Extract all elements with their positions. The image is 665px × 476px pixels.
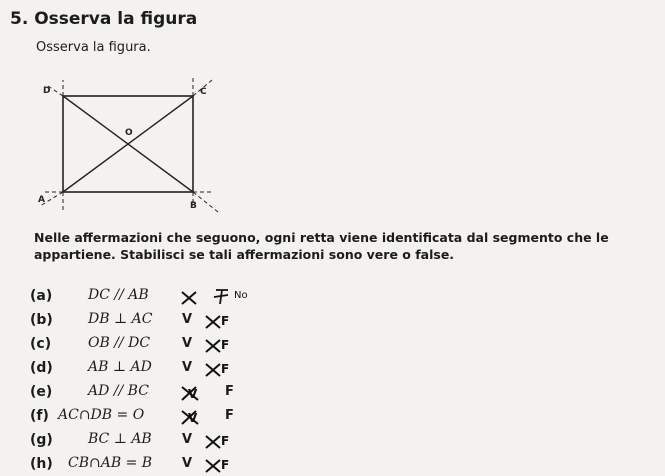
statement-letter: (g) <box>30 432 53 448</box>
center-label-o: O <box>125 128 133 138</box>
statement-letter: (d) <box>30 360 53 376</box>
handwritten-answer-mark <box>202 358 242 380</box>
exercise-title: 5. Osserva la figura <box>10 9 198 29</box>
statement-b <box>30 310 260 332</box>
exercise-subtitle: Osserva la figura. <box>36 40 151 55</box>
true-option: V <box>182 312 193 327</box>
true-option: V <box>182 432 193 447</box>
statement-expression: AB ⊥ AD <box>88 359 152 375</box>
vertex-label-c: C <box>200 87 207 97</box>
statement-letter: (b) <box>30 312 53 328</box>
statement-f <box>30 406 260 428</box>
handwritten-answer-mark <box>176 406 216 428</box>
statement-h <box>30 454 260 476</box>
statement-letter: (h) <box>30 456 53 472</box>
statement-expression: AD // BC <box>88 383 149 399</box>
svg-text:F: F <box>221 362 230 376</box>
handwritten-answer-mark <box>202 430 242 452</box>
vertex-label-b: B <box>190 201 197 211</box>
handwritten-answer-mark <box>202 454 242 476</box>
statement-letter: (f) <box>30 408 49 424</box>
statement-expression: OB // DC <box>88 335 151 351</box>
statement-letter: (e) <box>30 384 53 400</box>
svg-text:F: F <box>221 338 230 352</box>
handwritten-note: No <box>234 290 248 301</box>
handwritten-answer-mark <box>176 286 266 308</box>
statement-c <box>30 334 260 356</box>
statement-expression: CB∩AB = B <box>68 455 153 471</box>
statement-letter: (c) <box>30 336 52 352</box>
statement-g <box>30 430 260 452</box>
svg-text:V: V <box>188 411 198 425</box>
true-option: V <box>182 360 193 375</box>
false-option: F <box>225 408 234 423</box>
geometry-figure <box>30 74 230 224</box>
handwritten-answer-mark <box>202 334 242 356</box>
statement-d <box>30 358 260 380</box>
statement-e <box>30 382 260 404</box>
handwritten-answer-mark <box>202 310 242 332</box>
statement-expression: DB ⊥ AC <box>88 311 153 327</box>
handwritten-answer-mark <box>176 382 216 404</box>
svg-text:V: V <box>188 387 198 401</box>
statement-a <box>30 286 260 308</box>
svg-text:F: F <box>221 314 230 328</box>
true-option: V <box>182 456 193 471</box>
svg-text:F: F <box>221 458 230 472</box>
statement-expression: AC∩DB = O <box>58 407 145 423</box>
vertex-label-d: D <box>43 86 51 96</box>
svg-text:F: F <box>221 434 230 448</box>
vertex-label-a: A <box>38 195 45 205</box>
statement-letter: (a) <box>30 288 53 304</box>
false-option: F <box>225 384 234 399</box>
statement-expression: BC ⊥ AB <box>88 431 152 447</box>
instructions-text: Nelle affermazioni che seguono, ogni retta viene identificata dal segmento che le appartiene. Stabilisci se tali affermazioni sono vere o false. <box>34 230 609 262</box>
statement-expression: DC // AB <box>88 287 149 303</box>
true-option: V <box>182 336 193 351</box>
